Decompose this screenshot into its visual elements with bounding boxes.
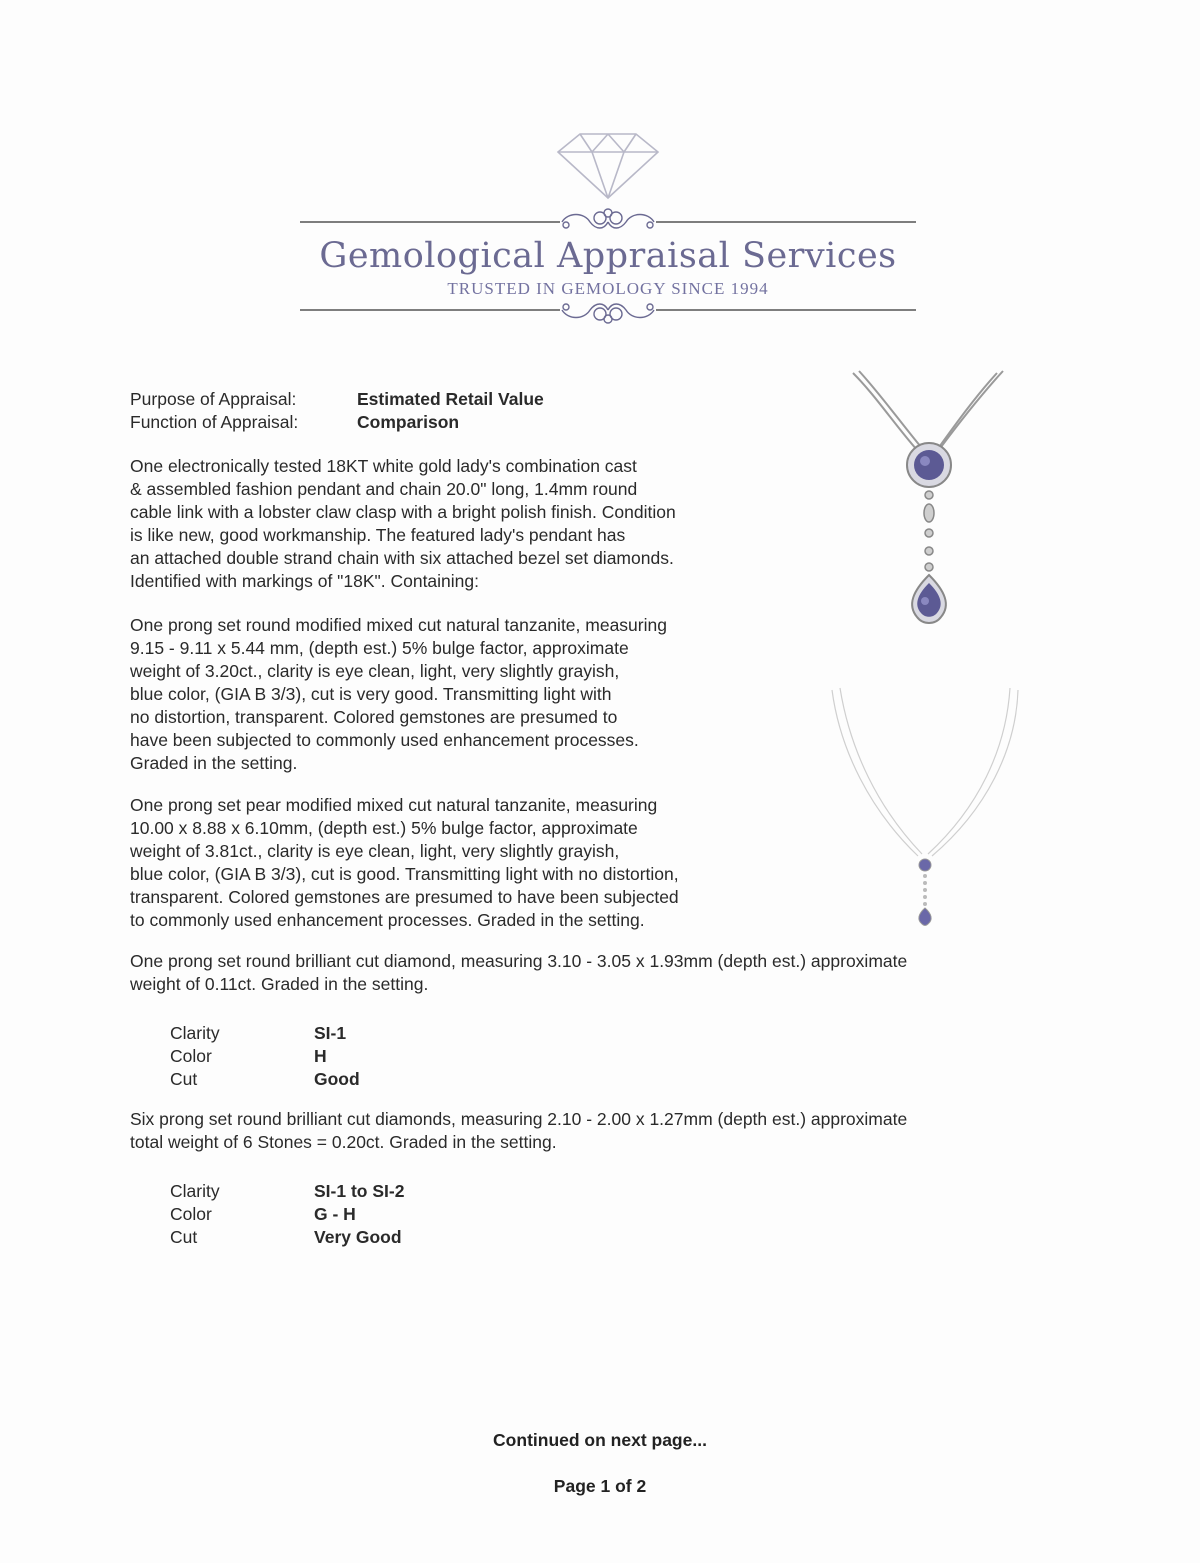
- diamond-single-line: One prong set round brilliant cut diamond, measuring 3.10 - 3.05 x 1.93mm (depth est.) approximate: [130, 951, 908, 971]
- tanzanite-pear-line: transparent. Colored gemstones are presumed to have been subjected: [130, 887, 679, 907]
- diamond-icon: [550, 130, 666, 200]
- purpose-label: Purpose of Appraisal:: [130, 389, 297, 409]
- tanzanite-round-line: One prong set round modified mixed cut natural tanzanite, measuring: [130, 615, 667, 635]
- diamond-single-grades: [170, 1022, 360, 1091]
- grade-value: H: [314, 1046, 327, 1066]
- grade-value: Good: [314, 1069, 360, 1089]
- tanzanite-pear-line: weight of 3.81ct., clarity is eye clean, light, very slightly grayish,: [130, 841, 620, 861]
- purpose-row: [130, 388, 544, 411]
- letterhead: [300, 130, 916, 335]
- page-number: Page 1 of 2: [553, 1476, 647, 1496]
- ornament-rule-top: [300, 208, 916, 232]
- grade-label: Color: [170, 1046, 212, 1066]
- grade-row: [170, 1203, 404, 1226]
- tanzanite-pear-line: 10.00 x 8.88 x 6.10mm, (depth est.) 5% bulge factor, approximate: [130, 818, 638, 838]
- diamond-single-description: [130, 950, 907, 996]
- grade-value: Very Good: [314, 1227, 402, 1247]
- grade-row: [170, 1180, 404, 1203]
- description-line: Identified with markings of "18K". Containing:: [130, 571, 480, 591]
- tanzanite-round-line: weight of 3.20ct., clarity is eye clean, light, very slightly grayish,: [130, 661, 620, 681]
- diamond-six-grades: [170, 1180, 404, 1249]
- grade-label: Clarity: [170, 1023, 220, 1043]
- tanzanite-round-line: no distortion, transparent. Colored gemstones are presumed to: [130, 707, 618, 727]
- tanzanite-round-line: blue color, (GIA B 3/3), cut is very good. Transmitting light with: [130, 684, 612, 704]
- pendant-closeup-photo: [845, 365, 1010, 635]
- description-line: is like new, good workmanship. The featured lady's pendant has: [130, 525, 626, 545]
- function-value: Comparison: [357, 412, 460, 432]
- grade-label: Color: [170, 1204, 212, 1224]
- necklace-full-photo: [820, 680, 1030, 930]
- grade-row: [170, 1045, 360, 1068]
- diamond-single-line: weight of 0.11ct. Graded in the setting.: [130, 974, 429, 994]
- diamond-six-description: [130, 1108, 907, 1154]
- description-line: cable link with a lobster claw clasp with a bright polish finish. Condition: [130, 502, 676, 522]
- tanzanite-round-description: [130, 614, 667, 775]
- ornament-rule-bottom: [300, 300, 916, 324]
- function-label: Function of Appraisal:: [130, 412, 299, 432]
- tanzanite-round-line: Graded in the setting.: [130, 753, 298, 773]
- item-description: [130, 455, 676, 593]
- grade-label: Cut: [170, 1227, 198, 1247]
- description-line: One electronically tested 18KT white gold lady's combination cast: [130, 456, 637, 476]
- tanzanite-round-line: 9.15 - 9.11 x 5.44 mm, (depth est.) 5% bulge factor, approximate: [130, 638, 629, 658]
- appraisal-purpose-block: [130, 388, 544, 434]
- tanzanite-round-line: have been subjected to commonly used enhancement processes.: [130, 730, 639, 750]
- description-line: an attached double strand chain with six attached bezel set diamonds.: [130, 548, 674, 568]
- diamond-six-line: total weight of 6 Stones = 0.20ct. Graded in the setting.: [130, 1132, 557, 1152]
- purpose-value: Estimated Retail Value: [357, 389, 544, 409]
- grade-value: SI-1 to SI-2: [314, 1181, 405, 1201]
- tanzanite-pear-line: to commonly used enhancement processes. Graded in the setting.: [130, 910, 645, 930]
- grade-value: G - H: [314, 1204, 356, 1224]
- grade-value: SI-1: [314, 1023, 347, 1043]
- tanzanite-pear-line: blue color, (GIA B 3/3), cut is good. Transmitting light with no distortion,: [130, 864, 679, 884]
- company-tagline: TRUSTED IN GEMOLOGY SINCE 1994: [447, 279, 769, 298]
- diamond-six-line: Six prong set round brilliant cut diamonds, measuring 2.10 - 2.00 x 1.27mm (depth est.) approximate: [130, 1109, 908, 1129]
- company-name: Gemological Appraisal Services: [319, 236, 897, 276]
- function-row: [130, 411, 544, 434]
- tanzanite-pear-line: One prong set pear modified mixed cut natural tanzanite, measuring: [130, 795, 658, 815]
- grade-label: Clarity: [170, 1181, 220, 1201]
- grade-row: [170, 1022, 360, 1045]
- grade-label: Cut: [170, 1069, 198, 1089]
- tanzanite-pear-description: [130, 794, 679, 932]
- continued-note: Continued on next page...: [493, 1430, 707, 1450]
- grade-row: [170, 1068, 360, 1091]
- description-line: & assembled fashion pendant and chain 20.0" long, 1.4mm round: [130, 479, 638, 499]
- grade-row: [170, 1226, 404, 1249]
